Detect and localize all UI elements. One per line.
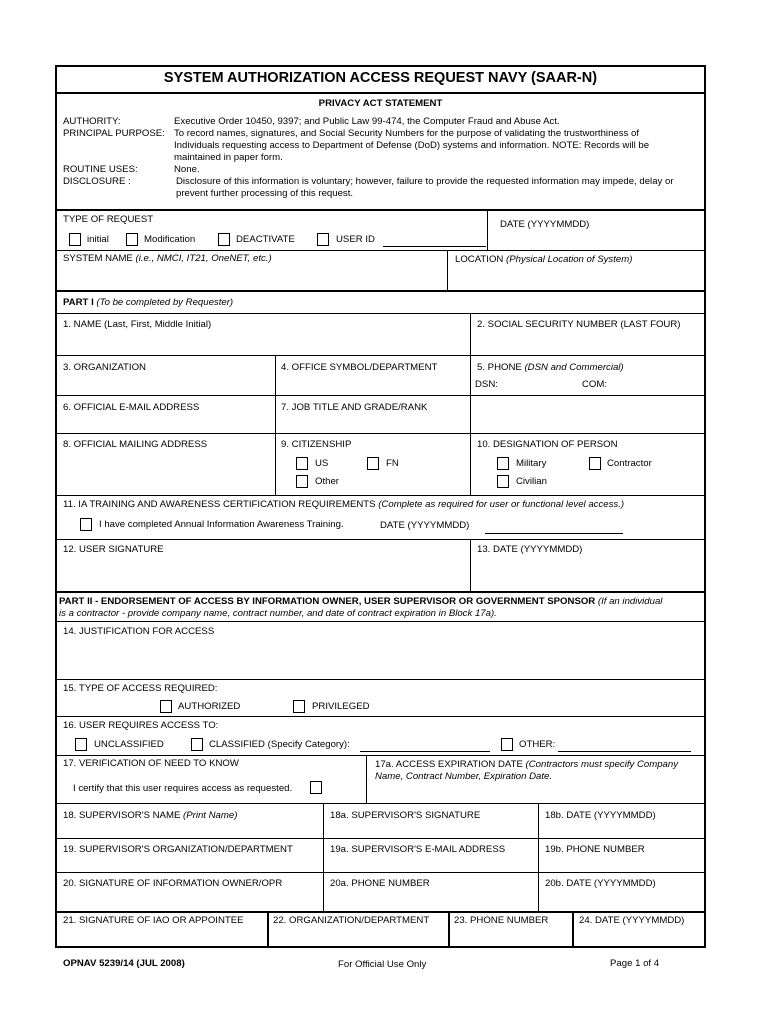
routine-text: None.: [174, 164, 200, 175]
system-name-label: SYSTEM NAME (i.e., NMCI, IT21, OneNET, etc.): [63, 253, 272, 264]
training-date-label: DATE (YYYYMMDD): [380, 520, 470, 531]
divider: [447, 250, 448, 291]
fn-checkbox[interactable]: [367, 457, 379, 470]
privileged-checkbox[interactable]: [293, 700, 305, 713]
divider: [57, 872, 704, 873]
field-19-label: 19. SUPERVISOR'S ORGANIZATION/DEPARTMENT: [63, 844, 293, 855]
divider: [323, 803, 324, 912]
initial-label: initial: [87, 234, 109, 245]
other-access-label: OTHER:: [519, 739, 556, 750]
modification-label: Modification: [144, 234, 196, 245]
unclassified-checkbox[interactable]: [75, 738, 87, 751]
form-title: SYSTEM AUTHORIZATION ACCESS REQUEST NAVY (SAAR-N): [163, 70, 598, 86]
page-number: Page 1 of 4: [610, 958, 660, 969]
purpose-text: Individuals requesting access to Department of Defense (DoD) systems and information. NOTE: Records will be: [174, 140, 650, 151]
field-22-label: 22. ORGANIZATION/DEPARTMENT: [273, 915, 430, 926]
divider: [448, 912, 450, 948]
field-6-label: 6. OFFICIAL E-MAIL ADDRESS: [63, 402, 200, 413]
divider: [538, 803, 539, 912]
divider: [57, 495, 704, 496]
disclosure-label: DISCLOSURE :: [63, 176, 131, 187]
divider: [470, 539, 471, 591]
field-15-label: 15. TYPE OF ACCESS REQUIRED:: [63, 683, 218, 694]
divider: [57, 433, 704, 434]
disclosure-text: Disclosure of this information is voluntary; however, failure to provide the requested information may impede, delay or: [176, 176, 674, 187]
classified-label: CLASSIFIED (Specify Category):: [209, 739, 350, 750]
divider: [366, 755, 367, 803]
field-19b-label: 19b. PHONE NUMBER: [545, 844, 645, 855]
modification-checkbox[interactable]: [126, 233, 138, 246]
field-13-label: 13. DATE (YYYYMMDD): [477, 544, 583, 555]
divider: [267, 912, 269, 948]
divider: [470, 313, 471, 355]
dsn-label: DSN:: [475, 379, 498, 390]
privacy-heading: PRIVACY ACT STATEMENT: [318, 98, 443, 109]
classified-checkbox[interactable]: [191, 738, 203, 751]
civilian-checkbox[interactable]: [497, 475, 509, 488]
divider: [57, 755, 704, 756]
divider: [572, 912, 574, 948]
need-to-know-checkbox[interactable]: [310, 781, 322, 794]
form-number: OPNAV 5239/14 (JUL 2008): [63, 958, 185, 969]
divider: [57, 911, 704, 913]
field-3-label: 3. ORGANIZATION: [63, 362, 146, 373]
user-id-label: USER ID: [336, 234, 375, 245]
divider: [57, 621, 704, 622]
field-19a-label: 19a. SUPERVISOR'S E-MAIL ADDRESS: [330, 844, 506, 855]
field-4-label: 4. OFFICE SYMBOL/DEPARTMENT: [281, 362, 438, 373]
field-20b-label: 20b. DATE (YYYYMMDD): [545, 878, 656, 889]
com-label: COM:: [582, 379, 608, 390]
field-8-label: 8. OFFICIAL MAILING ADDRESS: [63, 439, 208, 450]
unclassified-label: UNCLASSIFIED: [94, 739, 164, 750]
need-to-know-cert: I certify that this user requires access as requested.: [73, 783, 293, 794]
disclosure-text: prevent further processing of this request.: [176, 188, 354, 199]
field-7-label: 7. JOB TITLE AND GRADE/RANK: [281, 402, 428, 413]
field-20a-label: 20a. PHONE NUMBER: [330, 878, 430, 889]
divider: [57, 716, 704, 717]
field-18b-label: 18b. DATE (YYYYMMDD): [545, 810, 656, 821]
purpose-text: maintained in paper form.: [174, 152, 283, 163]
authority-text: Executive Order 10450, 9397; and Public Law 99-474, the Computer Fraud and Abuse Act.: [174, 116, 560, 127]
divider: [57, 92, 704, 94]
divider: [57, 250, 704, 251]
training-cert-text: I have completed Annual Information Awareness Training.: [99, 519, 344, 530]
divider: [57, 591, 704, 593]
other-access-input[interactable]: [558, 751, 691, 752]
field-18-label: 18. SUPERVISOR'S NAME (Print Name): [63, 810, 238, 821]
field-17-label: 17. VERIFICATION OF NEED TO KNOW: [63, 758, 239, 769]
authorized-label: AUTHORIZED: [178, 701, 241, 712]
field-17a-hint: Name, Contract Number, Expiration Date.: [375, 771, 553, 782]
field-2-label: 2. SOCIAL SECURITY NUMBER (LAST FOUR): [477, 319, 681, 330]
training-checkbox[interactable]: [80, 518, 92, 531]
contractor-label: Contractor: [607, 458, 652, 469]
routine-label: ROUTINE USES:: [63, 164, 138, 175]
field-14-label: 14. JUSTIFICATION FOR ACCESS: [63, 626, 215, 637]
field-18a-label: 18a. SUPERVISOR'S SIGNATURE: [330, 810, 481, 821]
authorized-checkbox[interactable]: [160, 700, 172, 713]
location-label: LOCATION (Physical Location of System): [455, 254, 633, 265]
other-citizenship-checkbox[interactable]: [296, 475, 308, 488]
part2-heading: PART II - ENDORSEMENT OF ACCESS BY INFORMATION OWNER, USER SUPERVISOR OR GOVERNMENT SPONSOR (If an individual: [59, 596, 663, 607]
field-11-label: 11. IA TRAINING AND AWARENESS CERTIFICATION REQUIREMENTS (Complete as required for user or functional level access.): [63, 499, 625, 510]
classified-category-input[interactable]: [360, 751, 490, 752]
request-date-label: DATE (YYYYMMDD): [500, 219, 590, 230]
field-23-label: 23. PHONE NUMBER: [454, 915, 549, 926]
field-10-label: 10. DESIGNATION OF PERSON: [477, 439, 618, 450]
purpose-text: To record names, signatures, and Social Security Numbers for the purpose of validating the trustworthiness of: [174, 128, 639, 139]
authority-label: AUTHORITY:: [63, 116, 121, 127]
us-checkbox[interactable]: [296, 457, 308, 470]
field-24-label: 24. DATE (YYYYMMDD): [579, 915, 685, 926]
divider: [57, 290, 704, 292]
footer-center: For Official Use Only: [338, 959, 427, 970]
deactivate-checkbox[interactable]: [218, 233, 230, 246]
privileged-label: PRIVILEGED: [312, 701, 370, 712]
divider: [57, 313, 704, 314]
field-5-label: 5. PHONE (DSN and Commercial): [477, 362, 624, 373]
divider: [57, 209, 704, 211]
field-1-label: 1. NAME (Last, First, Middle Initial): [63, 319, 212, 330]
type-of-request-label: TYPE OF REQUEST: [63, 214, 154, 225]
military-checkbox[interactable]: [497, 457, 509, 470]
field-16-label: 16. USER REQUIRES ACCESS TO:: [63, 720, 219, 731]
divider: [57, 395, 704, 396]
user-id-checkbox[interactable]: [317, 233, 329, 246]
divider: [275, 355, 276, 496]
divider: [57, 679, 704, 680]
deactivate-label: DEACTIVATE: [236, 234, 295, 245]
other-access-checkbox[interactable]: [501, 738, 513, 751]
divider: [57, 539, 704, 540]
contractor-checkbox[interactable]: [589, 457, 601, 470]
field-17a-label: 17a. ACCESS EXPIRATION DATE (Contractors must specify Company: [375, 759, 679, 770]
field-12-label: 12. USER SIGNATURE: [63, 544, 164, 555]
part2-heading-hint: is a contractor - provide company name, contract number, and date of contract expiration in Block 17a).: [59, 608, 497, 619]
user-id-input[interactable]: [383, 246, 486, 247]
fn-label: FN: [386, 458, 399, 469]
field-20-label: 20. SIGNATURE OF INFORMATION OWNER/OPR: [63, 878, 283, 889]
other-citizenship-label: Other: [315, 476, 339, 487]
divider: [57, 355, 704, 356]
field-9-label: 9. CITIZENSHIP: [281, 439, 352, 450]
part1-heading: PART I (To be completed by Requester): [63, 297, 234, 308]
initial-checkbox[interactable]: [69, 233, 81, 246]
divider: [57, 838, 704, 839]
civilian-label: Civilian: [516, 476, 547, 487]
divider: [470, 355, 471, 496]
military-label: Military: [516, 458, 547, 469]
purpose-label: PRINCIPAL PURPOSE:: [63, 128, 165, 139]
divider: [487, 210, 488, 250]
field-21-label: 21. SIGNATURE OF IAO OR APPOINTEE: [63, 915, 244, 926]
divider: [57, 803, 704, 804]
training-date-input[interactable]: [485, 533, 623, 534]
us-label: US: [315, 458, 329, 469]
